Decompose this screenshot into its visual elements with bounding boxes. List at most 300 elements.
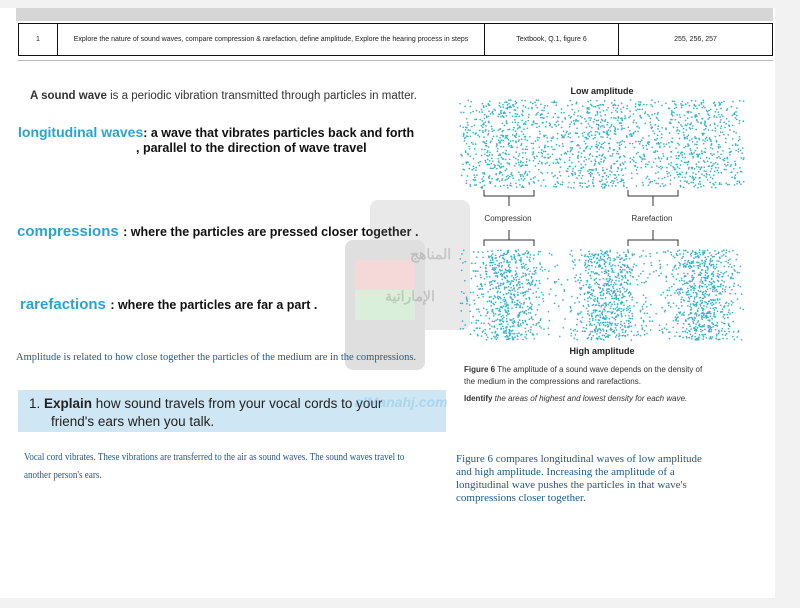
particle	[718, 147, 720, 149]
particle	[602, 170, 604, 172]
particle	[571, 296, 573, 298]
particle	[692, 321, 694, 323]
particle	[491, 250, 493, 252]
particle	[592, 271, 594, 273]
particle	[459, 258, 461, 260]
particle	[702, 286, 704, 288]
particle	[709, 263, 711, 265]
particle	[719, 121, 721, 123]
particle	[703, 314, 705, 316]
particle	[685, 282, 687, 284]
particle	[603, 255, 605, 257]
particle	[518, 135, 520, 137]
particle	[733, 168, 735, 170]
particle	[518, 127, 520, 129]
particle	[464, 106, 466, 108]
particle	[715, 182, 717, 184]
particle	[705, 312, 707, 314]
particle	[539, 160, 541, 162]
particle	[668, 331, 670, 333]
particle	[579, 182, 581, 184]
particle	[704, 284, 706, 286]
particle	[648, 135, 650, 137]
particle	[517, 304, 519, 306]
particle	[531, 304, 533, 306]
particle	[670, 179, 672, 181]
particle	[715, 111, 717, 113]
particle	[656, 165, 658, 167]
particle	[657, 150, 659, 152]
particle	[714, 309, 716, 311]
particle	[527, 127, 529, 129]
particle	[687, 273, 689, 275]
particle	[499, 296, 501, 298]
term-longitudinal-waves: longitudinal waves	[18, 124, 144, 140]
particle	[707, 113, 709, 115]
particle	[524, 294, 526, 296]
particle	[628, 323, 630, 325]
particle	[646, 333, 648, 335]
particle	[511, 172, 513, 174]
particle	[668, 163, 670, 165]
particle	[622, 269, 624, 271]
particle	[718, 172, 720, 174]
particle	[486, 140, 488, 142]
particle	[615, 327, 617, 329]
particle	[645, 297, 647, 299]
particle	[536, 267, 538, 269]
particle	[692, 125, 694, 127]
particle	[628, 327, 630, 329]
particle	[571, 148, 573, 150]
particle	[488, 177, 490, 179]
particle	[695, 163, 697, 165]
particle	[617, 323, 619, 325]
particle	[521, 283, 523, 285]
particle	[619, 163, 621, 165]
particle	[505, 272, 507, 274]
particle	[533, 267, 535, 269]
particle	[610, 308, 612, 310]
particle	[592, 335, 594, 337]
particle	[519, 302, 521, 304]
particle	[483, 136, 485, 138]
particle	[519, 254, 521, 256]
particle	[532, 319, 534, 321]
particle	[584, 156, 586, 158]
particle	[702, 139, 704, 141]
particle	[513, 109, 515, 111]
particle	[586, 281, 588, 283]
particle	[503, 317, 505, 319]
particle	[561, 154, 563, 156]
particle	[576, 127, 578, 129]
particle	[561, 134, 563, 136]
particle	[722, 150, 724, 152]
particle	[507, 250, 509, 252]
particle	[484, 284, 486, 286]
particle	[471, 126, 473, 128]
particle	[587, 138, 589, 140]
particle	[721, 328, 723, 330]
particle	[556, 186, 558, 188]
particle	[630, 99, 632, 101]
particle	[551, 254, 553, 256]
particle	[719, 256, 721, 258]
particle	[666, 158, 668, 160]
particle	[736, 254, 738, 256]
particle	[519, 284, 521, 286]
particle	[540, 318, 542, 320]
particle	[715, 187, 717, 189]
particle	[673, 255, 675, 257]
particle	[699, 153, 701, 155]
particle	[495, 313, 497, 315]
particle	[706, 294, 708, 296]
particle	[489, 296, 491, 298]
particle	[587, 310, 589, 312]
particle	[529, 136, 531, 138]
particle	[504, 303, 506, 305]
particle	[530, 329, 532, 331]
particle	[585, 120, 587, 122]
particle	[480, 274, 482, 276]
particle	[731, 300, 733, 302]
particle	[484, 185, 486, 187]
particle	[585, 159, 587, 161]
particle	[654, 133, 656, 135]
particle	[467, 162, 469, 164]
particle	[724, 164, 726, 166]
particle	[500, 146, 502, 148]
particle	[707, 316, 709, 318]
identify-text: the areas of highest and lowest density for each wave.	[492, 394, 688, 403]
particle	[529, 171, 531, 173]
particle	[528, 288, 530, 290]
particle	[722, 334, 724, 336]
particle	[509, 158, 511, 160]
particle	[617, 252, 619, 254]
particle	[524, 138, 526, 140]
particle	[511, 175, 513, 177]
particle	[621, 272, 623, 274]
particle	[703, 336, 705, 338]
particle	[633, 132, 635, 134]
particle	[701, 319, 703, 321]
particle	[701, 107, 703, 109]
particle	[526, 158, 528, 160]
particle	[690, 148, 692, 150]
particle	[508, 143, 510, 145]
particle	[504, 286, 506, 288]
particle	[545, 163, 547, 165]
particle	[506, 178, 508, 180]
particle	[510, 287, 512, 289]
particle	[579, 313, 581, 315]
particle	[678, 158, 680, 160]
particle	[557, 133, 559, 135]
particle	[712, 286, 714, 288]
particle	[592, 318, 594, 320]
particle	[496, 275, 498, 277]
particle	[713, 174, 715, 176]
particle	[606, 272, 608, 274]
particle	[484, 160, 486, 162]
particle	[683, 186, 685, 188]
particle	[598, 107, 600, 109]
particle	[497, 148, 499, 150]
particle	[586, 266, 588, 268]
particle	[519, 174, 521, 176]
particle	[586, 307, 588, 309]
amplitude-figure	[456, 84, 751, 364]
particle	[602, 312, 604, 314]
particle	[676, 157, 678, 159]
particle	[536, 333, 538, 335]
particle	[688, 183, 690, 185]
particle	[562, 143, 564, 145]
particle	[685, 173, 687, 175]
particle	[615, 284, 617, 286]
particle	[484, 121, 486, 123]
particle	[649, 273, 651, 275]
particle	[705, 280, 707, 282]
particle	[692, 319, 694, 321]
particle	[693, 108, 695, 110]
particle	[535, 272, 537, 274]
particle	[724, 126, 726, 128]
particle	[722, 276, 724, 278]
particle	[526, 140, 528, 142]
particle	[532, 143, 534, 145]
particle	[474, 133, 476, 135]
particle	[632, 315, 634, 317]
particle	[671, 137, 673, 139]
particle	[722, 285, 724, 287]
particle	[495, 267, 497, 269]
particle	[662, 153, 664, 155]
particle	[669, 338, 671, 340]
particle	[524, 100, 526, 102]
particle	[739, 100, 741, 102]
particle	[609, 130, 611, 132]
particle	[578, 151, 580, 153]
particle	[683, 312, 685, 314]
particle	[489, 101, 491, 103]
particle	[710, 261, 712, 263]
particle	[728, 323, 730, 325]
particle	[514, 333, 516, 335]
particle	[489, 288, 491, 290]
particle	[638, 275, 640, 277]
particle	[467, 154, 469, 156]
particle	[739, 286, 741, 288]
particle	[738, 148, 740, 150]
particle	[465, 129, 467, 131]
particle	[698, 315, 700, 317]
particle	[698, 104, 700, 106]
particle	[502, 122, 504, 124]
particle	[532, 124, 534, 126]
particle	[608, 129, 610, 131]
particle	[694, 296, 696, 298]
particle	[630, 325, 632, 327]
particle	[724, 306, 726, 308]
particle	[465, 161, 467, 163]
particle	[603, 278, 605, 280]
particle	[662, 331, 664, 333]
particle	[474, 148, 476, 150]
particle	[623, 127, 625, 129]
particle	[576, 324, 578, 326]
particle	[694, 137, 696, 139]
particle	[507, 308, 509, 310]
particle	[476, 174, 478, 176]
particle	[502, 158, 504, 160]
particle	[673, 320, 675, 322]
particle	[701, 152, 703, 154]
particle	[596, 273, 598, 275]
particle	[631, 299, 633, 301]
particle	[600, 253, 602, 255]
particle	[708, 284, 710, 286]
particle	[701, 277, 703, 279]
particle	[673, 267, 675, 269]
particle	[702, 134, 704, 136]
particle	[725, 142, 727, 144]
particle	[724, 272, 726, 274]
particle	[596, 111, 598, 113]
particle	[611, 171, 613, 173]
particle	[698, 336, 700, 338]
particle	[463, 135, 465, 137]
particle	[492, 264, 494, 266]
particle	[614, 295, 616, 297]
particle	[673, 283, 675, 285]
particle	[551, 172, 553, 174]
particle	[507, 187, 509, 189]
particle	[506, 321, 508, 323]
particle	[499, 153, 501, 155]
particle	[706, 286, 708, 288]
particle	[584, 150, 586, 152]
particle	[717, 279, 719, 281]
particle	[587, 134, 589, 136]
particle	[492, 258, 494, 260]
particle	[727, 262, 729, 264]
particle	[723, 249, 725, 251]
particle	[713, 271, 715, 273]
particle	[694, 273, 696, 275]
particle	[461, 253, 463, 255]
particle	[689, 280, 691, 282]
particle	[699, 325, 701, 327]
particle	[688, 266, 690, 268]
particle	[687, 287, 689, 289]
particle	[513, 254, 515, 256]
particle	[492, 160, 494, 162]
particle	[664, 327, 666, 329]
particle	[516, 279, 518, 281]
particle	[740, 265, 742, 267]
particle	[685, 331, 687, 333]
particle	[631, 172, 633, 174]
particle	[697, 187, 699, 189]
particle	[505, 150, 507, 152]
particle	[600, 298, 602, 300]
particle	[674, 335, 676, 337]
particle	[494, 264, 496, 266]
particle	[602, 289, 604, 291]
particle	[467, 175, 469, 177]
particle	[459, 103, 461, 105]
particle	[629, 134, 631, 136]
particle	[498, 155, 500, 157]
particle	[620, 141, 622, 143]
particle	[712, 260, 714, 262]
particle	[729, 326, 731, 328]
particle	[703, 151, 705, 153]
particle	[659, 330, 661, 332]
particle	[599, 111, 601, 113]
particle	[486, 339, 488, 341]
particle	[671, 254, 673, 256]
particle	[587, 300, 589, 302]
particle	[576, 101, 578, 103]
particle	[736, 107, 738, 109]
particle	[603, 335, 605, 337]
particle	[651, 264, 653, 266]
particle	[702, 326, 704, 328]
particle	[487, 291, 489, 293]
particle	[596, 143, 598, 145]
particle	[466, 132, 468, 134]
particle	[528, 318, 530, 320]
particle	[573, 261, 575, 263]
particle	[608, 288, 610, 290]
particle	[538, 180, 540, 182]
particle	[533, 273, 535, 275]
particle	[507, 281, 509, 283]
particle	[500, 274, 502, 276]
particle	[462, 164, 464, 166]
particle	[682, 263, 684, 265]
particle	[493, 298, 495, 300]
particle	[626, 135, 628, 137]
particle	[596, 120, 598, 122]
particle	[547, 153, 549, 155]
particle	[584, 118, 586, 120]
particle	[618, 280, 620, 282]
particle	[477, 294, 479, 296]
particle	[464, 280, 466, 282]
particle	[677, 143, 679, 145]
particle	[613, 271, 615, 273]
particle	[617, 265, 619, 267]
particle	[689, 317, 691, 319]
particle	[545, 135, 547, 137]
particle	[700, 122, 702, 124]
particle	[697, 121, 699, 123]
particle	[484, 173, 486, 175]
particle	[698, 267, 700, 269]
particle	[597, 322, 599, 324]
particle	[589, 333, 591, 335]
particle	[692, 156, 694, 158]
particle	[726, 158, 728, 160]
particle	[597, 172, 599, 174]
particle	[701, 300, 703, 302]
